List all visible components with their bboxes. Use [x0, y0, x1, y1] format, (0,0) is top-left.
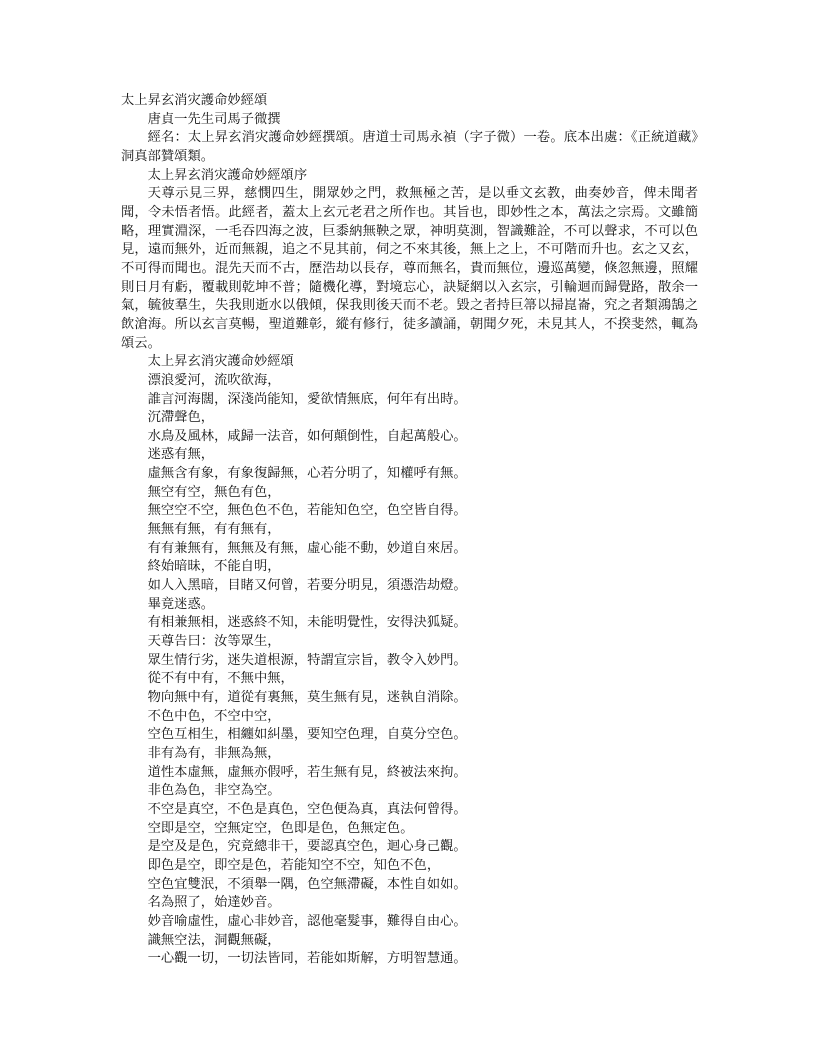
verse-line: 道性本虛無，虛無亦假呼，若生無有見，終被法來拘。 — [147, 764, 467, 780]
verse-line: 一心觀一切，一切法皆同，若能如斯解，方明智慧通。 — [147, 951, 467, 967]
verse-title: 太上昇玄消灾護命妙經頌 — [147, 354, 294, 370]
document-page — [121, 92, 698, 969]
document-author: 唐貞一先生司馬子微撰 — [147, 111, 281, 127]
verse-line: 有相兼無相，迷惑終不知，未能明覺性，安得決狐疑。 — [147, 615, 467, 631]
preface-text: 天尊示見三界，慈憫四生，開眾妙之門，救無極之苦，是以垂文玄教，曲奏妙音，俾未聞者聞，令未悟者悟。此經者，蓋太上玄元老君之所作也。其旨也，即妙性之本，萬法之宗焉。文雖簡略，理實淵深，一毛吞四海之波，巨黍納無鞅之眾，神明莫測，智識難詮，不可以聲求，不可以色見，遠而無外，近而無親，追之不見其前，伺之不來其後，無上之上，不可階而升也。玄之又玄，不可得而聞也。混先天而不古，歷浩劫以長存，尊而無名，貴而無位，邊巡萬變，倏忽無邊，照耀則日月有虧，覆載則乾坤不普；隨機化導，對境忘心，訣疑網以入玄宗，引輪迴而歸覺路，散余一氣，毓彼羣生，失我則逝水以俄傾，保我則後天而不老。毀之者持巨箒以掃崑崙，究之者類鴻鵠之飲滄海。所以玄言莫暢，聖道難彰，縱有修行，徒多讀誦，朝聞夕死，未見其人，不揆斐然，輒為頌云。 — [121, 186, 698, 351]
verse-line: 不色中色，不空中空， — [147, 708, 281, 724]
verse-line: 非色為色，非空為空。 — [147, 783, 281, 799]
verse-line: 空即是空，空無定空，色即是色，色無定色。 — [147, 820, 414, 836]
verse-line: 無空空不空，無色色不色，若能知色空，色空皆自得。 — [147, 503, 467, 519]
verse-line: 是空及是色，究竟總非干，要認真空色，迴心身己觀。 — [147, 839, 467, 855]
verse-line: 空色互相生，相纏如糾墨，要知空色理，自莫分空色。 — [147, 727, 467, 743]
verse-line: 非有為有，非無為無， — [147, 745, 281, 761]
verse-line: 漂浪愛河，流吹欲海， — [147, 372, 281, 388]
verse-line: 迷惑有無， — [147, 447, 215, 463]
verse-line: 誰言河海闊，深淺尚能知，愛欲情無底，何年有出時。 — [147, 391, 467, 407]
verse-line: 畢竟迷惑。 — [147, 596, 215, 612]
document-title: 太上昇玄消灾護命妙經頌 — [121, 93, 268, 108]
verse-line: 有有兼無有，無無及有無，虛心能不動，妙道自來居。 — [147, 540, 467, 556]
preface-title: 太上昇玄消灾護命妙經頌序 — [147, 167, 308, 183]
verse-line: 沉滯聲色， — [147, 410, 215, 426]
verse-line: 終始暗昧，不能自明， — [147, 559, 281, 575]
verse-line: 無無有無，有有無有， — [147, 522, 281, 538]
verse-line: 即色是空，即空是色，若能知空不空，知色不色， — [147, 857, 441, 873]
verse-line: 物向無中有，道從有裏無，莫生無有見，迷執自消除。 — [147, 690, 467, 705]
verse-line: 識無空法，洞觀無礙， — [147, 932, 281, 948]
verse-line: 無空有空，無色有色， — [147, 484, 281, 500]
verse-line: 眾生情行劣，迷失道根源，特謂宣宗旨，教令入妙門。 — [147, 652, 467, 668]
verse-line: 虛無含有象，有象復歸無，心若分明了，知權呼有無。 — [147, 466, 467, 482]
verse-line: 水鳥及風林，咸歸一法音，如何顛倒性，自起萬般心。 — [147, 428, 467, 444]
verse-line: 如人入黑暗，目睹又何曾，若要分明見，須憑浩劫燈。 — [147, 578, 467, 594]
verse-line: 空色宜雙泯，不須舉一隅，色空無滯礙，本性自如如。 — [147, 876, 467, 892]
verse-line: 不空是真空，不色是真色，空色便為真，真法何曾得。 — [147, 801, 467, 817]
verse-line: 名為照了，始達妙音。 — [147, 895, 281, 911]
verse-line: 從不有中有，不無中無， — [147, 671, 294, 687]
verse-line: 妙音喻虛性，虛心非妙音，認他毫髮事，難得自由心。 — [147, 913, 467, 929]
source-note: 經名：太上昇玄消灾護命妙經撰頌。唐道士司馬永禎（字子微）一卷。底本出處：《正統道藏》洞真部贊頌類。 — [121, 130, 698, 164]
verse-line: 天尊告曰：汝等眾生， — [147, 634, 281, 650]
